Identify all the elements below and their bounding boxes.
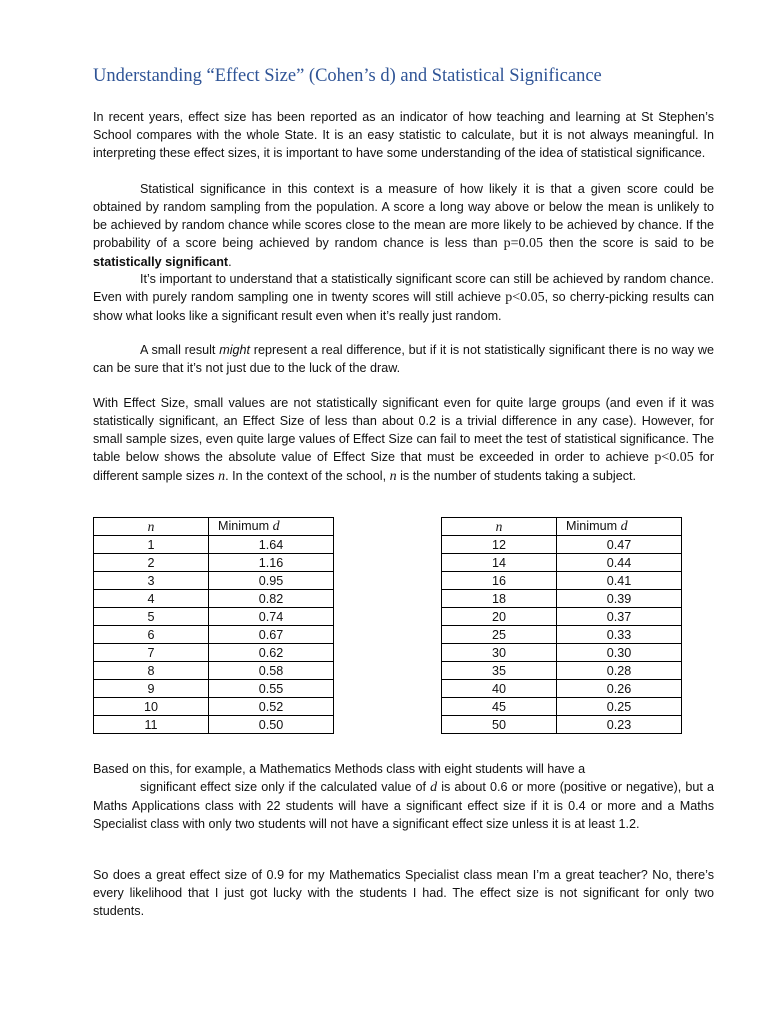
table-row bbox=[442, 554, 682, 572]
cell-min-d: 0.67 bbox=[209, 626, 334, 644]
table-header-min-d: Minimum d bbox=[557, 518, 682, 536]
cell-n: 45 bbox=[442, 698, 557, 716]
paragraph-significance: Statistical significance in this context is a measure of how likely it is that a given score could be obtained by random sampling from the population. A score a long way above or below the mean is unlikely to be achieved by random chance while scores close to the mean are more likely to be achieved by chance. If the probability of a score being achieved by random chance is less than p=0.05 then the score is said to be statistically significant. bbox=[93, 182, 714, 269]
cell-n: 20 bbox=[442, 608, 557, 626]
math-d: d bbox=[430, 780, 438, 795]
cell-min-d: 0.95 bbox=[209, 572, 334, 590]
cell-min-d: 0.55 bbox=[209, 680, 334, 698]
table-row bbox=[442, 644, 682, 662]
table-row bbox=[442, 680, 682, 698]
cell-min-d: 1.64 bbox=[209, 536, 334, 554]
cell-n: 35 bbox=[442, 662, 557, 680]
paragraph-intro: In recent years, effect size has been reported as an indicator of how teaching and learning at St Stephen’s School compares with the whole State. It is an easy statistic to calculate, but it is not always meaningful. In interpreting these effect sizes, it is important to have some understanding of the idea of statistical significance. bbox=[93, 110, 714, 160]
cell-min-d: 0.52 bbox=[209, 698, 334, 716]
table-row bbox=[94, 662, 334, 680]
cell-n: 40 bbox=[442, 680, 557, 698]
table-row bbox=[94, 572, 334, 590]
example-first-line: Based on this, for example, a Mathematics Methods class with eight students will have a bbox=[93, 762, 586, 776]
math-n-2: n bbox=[389, 469, 397, 484]
cell-min-d: 1.16 bbox=[209, 554, 334, 572]
cell-min-d: 0.28 bbox=[557, 662, 682, 680]
math-n: n bbox=[218, 469, 226, 484]
table-row bbox=[442, 572, 682, 590]
table-row bbox=[442, 662, 682, 680]
table-row bbox=[94, 608, 334, 626]
math-p-less: p<0.05 bbox=[505, 290, 545, 305]
cell-n: 9 bbox=[94, 680, 209, 698]
page-title: Understanding “Effect Size” (Cohen’s d) and Statistical Significance bbox=[93, 66, 602, 86]
table-row bbox=[442, 536, 682, 554]
table-row bbox=[94, 716, 334, 734]
math-p-equals: p=0.05 bbox=[503, 236, 544, 251]
italic-might: might bbox=[219, 343, 251, 357]
table-row bbox=[94, 680, 334, 698]
cell-n: 8 bbox=[94, 662, 209, 680]
cell-n: 11 bbox=[94, 716, 209, 734]
bold-term: statistically significant bbox=[93, 255, 229, 269]
cell-min-d: 0.58 bbox=[209, 662, 334, 680]
paragraph-example: Based on this, for example, a Mathematics Methods class with eight students will have a significant effect size only if the calculated value of d is about 0.6 or more (positive or negative), but a Maths Applications class with 22 students will have a significant effect size if it is 0.4 or more and a Maths Specialist class with only two students will not have a significant effect size unless it is at least 1.2. bbox=[93, 762, 714, 831]
cell-n: 10 bbox=[94, 698, 209, 716]
cell-min-d: 0.23 bbox=[557, 716, 682, 734]
table-row bbox=[94, 626, 334, 644]
cell-min-d: 0.39 bbox=[557, 590, 682, 608]
cell-min-d: 0.44 bbox=[557, 554, 682, 572]
cell-n: 18 bbox=[442, 590, 557, 608]
table-header-n: n bbox=[442, 518, 557, 536]
paragraph-small-result: A small result might represent a real difference, but if it is not statistically significant there is no way we can be sure that it’s not just due to the luck of the draw. bbox=[93, 343, 715, 375]
paragraph-conclusion: So does a great effect size of 0.9 for my Mathematics Specialist class mean I’m a great teacher? No, there’s every likelihood that I just got lucky with the students I had. The effect size is not significant for only two students. bbox=[93, 868, 714, 918]
table-row bbox=[442, 608, 682, 626]
table-header-min-d: Minimum d bbox=[209, 518, 334, 536]
cell-min-d: 0.33 bbox=[557, 626, 682, 644]
table-row bbox=[94, 644, 334, 662]
cell-n: 5 bbox=[94, 608, 209, 626]
cell-n: 16 bbox=[442, 572, 557, 590]
cell-min-d: 0.30 bbox=[557, 644, 682, 662]
paragraph-random-chance: It’s important to understand that a statistically significant score can still be achieved by random chance. Even with purely random sampling one in twenty scores will still achieve p<0.05, so cherry-picking results can show what looks like a significant result even when it’s really just random. bbox=[93, 272, 714, 323]
table-row bbox=[94, 554, 334, 572]
cell-min-d: 0.25 bbox=[557, 698, 682, 716]
paragraph-effect-size: With Effect Size, small values are not statistically significant even for quite large groups (and even if it was statistically significant, an Effect Size of less than about 0.2 is a trivial difference in any case). However, for small sample sizes, even quite large values of Effect Size can fail to meet the test of statistical significance. The table below shows the absolute value of Effect Size that must be exceeded in order to achieve p<0.05 for different sample sizes n. In the context of the school, n is the number of students taking a subject. bbox=[93, 396, 715, 484]
cell-min-d: 0.26 bbox=[557, 680, 682, 698]
table-row bbox=[94, 698, 334, 716]
cell-min-d: 0.41 bbox=[557, 572, 682, 590]
table-row bbox=[442, 698, 682, 716]
table-row bbox=[94, 590, 334, 608]
cell-min-d: 0.62 bbox=[209, 644, 334, 662]
math-p-less-2: p<0.05 bbox=[654, 450, 694, 465]
table-row bbox=[442, 626, 682, 644]
effect-size-table-right bbox=[441, 517, 682, 734]
table-row bbox=[442, 716, 682, 734]
table-row bbox=[94, 536, 334, 554]
cell-min-d: 0.82 bbox=[209, 590, 334, 608]
cell-n: 30 bbox=[442, 644, 557, 662]
cell-n: 2 bbox=[94, 554, 209, 572]
cell-n: 50 bbox=[442, 716, 557, 734]
table-row bbox=[442, 590, 682, 608]
cell-min-d: 0.74 bbox=[209, 608, 334, 626]
cell-n: 25 bbox=[442, 626, 557, 644]
cell-n: 1 bbox=[94, 536, 209, 554]
cell-n: 4 bbox=[94, 590, 209, 608]
cell-n: 12 bbox=[442, 536, 557, 554]
cell-min-d: 0.50 bbox=[209, 716, 334, 734]
cell-min-d: 0.47 bbox=[557, 536, 682, 554]
table-header-n: n bbox=[94, 518, 209, 536]
cell-min-d: 0.37 bbox=[557, 608, 682, 626]
cell-n: 6 bbox=[94, 626, 209, 644]
cell-n: 3 bbox=[94, 572, 209, 590]
effect-size-table-left bbox=[93, 517, 334, 734]
cell-n: 14 bbox=[442, 554, 557, 572]
cell-n: 7 bbox=[94, 644, 209, 662]
